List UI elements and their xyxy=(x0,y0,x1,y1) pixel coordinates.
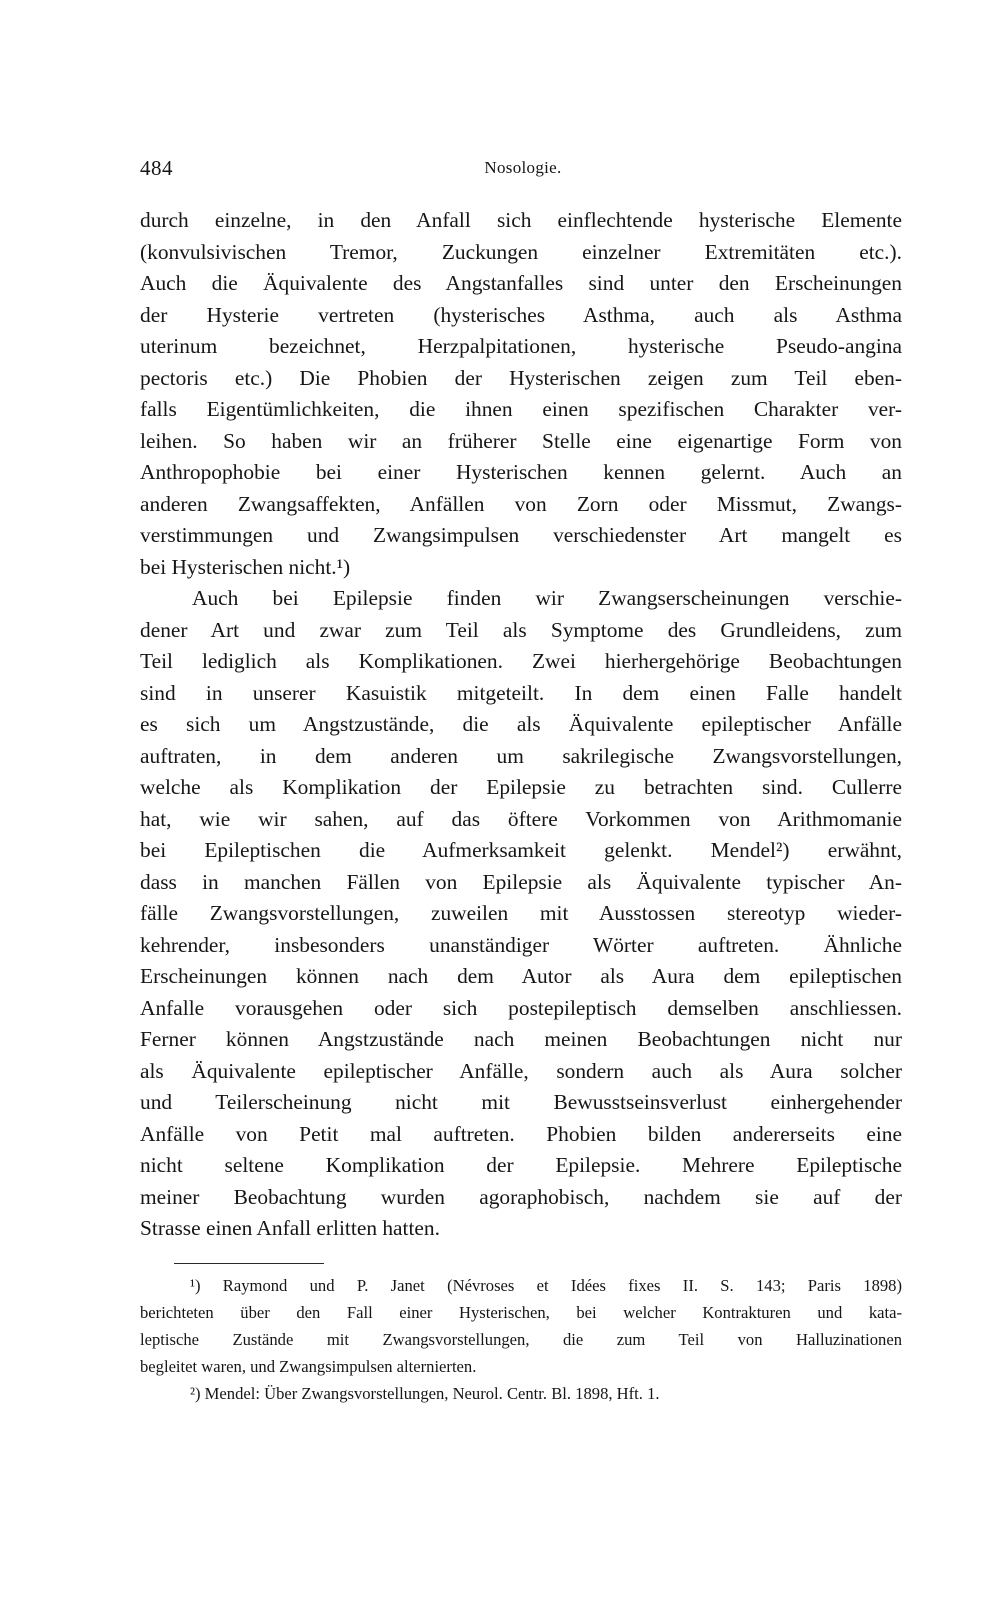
body-line: Auch die Äquivalente des Angstanfalles sind unter den Erscheinungen xyxy=(140,271,902,295)
body-line: Ferner können Angstzustände nach meinen Beobachtungen nicht nur xyxy=(140,1027,902,1051)
body-line: und Teilerscheinung nicht mit Bewusstseinsverlust einhergehender xyxy=(140,1090,902,1114)
body-line: anderen Zwangsaffekten, Anfällen von Zorn oder Missmut, Zwangs- xyxy=(140,491,902,516)
body-line: Auch bei Epilepsie finden wir Zwangserscheinungen verschie- xyxy=(192,586,902,610)
body-line: Anfälle von Petit mal auftreten. Phobien bilden andererseits eine xyxy=(140,1121,902,1146)
footnote-line: leptische Zustände mit Zwangsvorstellungen, die zum Teil von Halluzinationen xyxy=(140,1330,902,1349)
body-line: welche als Komplikation der Epilepsie zu betrachten sind. Cullerre xyxy=(140,775,902,799)
footnotes xyxy=(140,1272,902,1407)
page-header xyxy=(140,156,906,190)
body-line: sind in unserer Kasuistik mitgeteilt. In dem einen Falle handelt xyxy=(140,680,902,705)
body-line: uterinum bezeichnet, Herzpalpitationen, hysterische Pseudo-angina xyxy=(140,334,902,358)
body-line: Anthropophobie bei einer Hysterischen kennen gelernt. Auch an xyxy=(140,460,902,484)
body-line: (konvulsivischen Tremor, Zuckungen einzelner Extremitäten etc.). xyxy=(140,239,902,264)
body-line: Erscheinungen können nach dem Autor als Aura dem epileptischen xyxy=(140,964,902,988)
body-line: durch einzelne, in den Anfall sich einflechtende hysterische Elemente xyxy=(140,208,902,232)
body-line: es sich um Angstzustände, die als Äquivalente epileptischer Anfälle xyxy=(140,712,902,736)
body-line: Strasse einen Anfall erlitten hatten. xyxy=(140,1216,440,1240)
footnote-divider xyxy=(174,1263,324,1264)
footnote-line: ²) Mendel: Über Zwangsvorstellungen, Neurol. Centr. Bl. 1898, Hft. 1. xyxy=(190,1384,660,1403)
body-line: auftraten, in dem anderen um sakrilegische Zwangsvorstellungen, xyxy=(140,743,902,768)
body-line: nicht seltene Komplikation der Epilepsie. Mehrere Epileptische xyxy=(140,1153,902,1177)
body-line: der Hysterie vertreten (hysterisches Asthma, auch als Asthma xyxy=(140,302,902,327)
body-line: dass in manchen Fällen von Epilepsie als Äquivalente typischer An- xyxy=(140,869,902,894)
body-line: als Äquivalente epileptischer Anfälle, sondern auch als Aura solcher xyxy=(140,1058,902,1083)
footnote-line: begleitet waren, und Zwangsimpulsen alternierten. xyxy=(140,1357,477,1376)
body-text xyxy=(140,205,902,1245)
footnote-line: berichteten über den Fall einer Hysterischen, bei welcher Kontrakturen und kata- xyxy=(140,1303,902,1322)
body-line: verstimmungen und Zwangsimpulsen verschiedenster Art mangelt es xyxy=(140,523,902,547)
body-line: Teil lediglich als Komplikationen. Zwei hierhergehörige Beobachtungen xyxy=(140,649,902,673)
page-number: 484 xyxy=(140,156,173,180)
body-line: hat, wie wir sahen, auf das öftere Vorkommen von Arithmomanie xyxy=(140,806,902,831)
footnote-line: ¹) Raymond und P. Janet (Névroses et Idées fixes II. S. 143; Paris 1898) xyxy=(190,1276,902,1295)
body-line: dener Art und zwar zum Teil als Symptome des Grundleidens, zum xyxy=(140,617,902,642)
body-line: falls Eigentümlichkeiten, die ihnen einen spezifischen Charakter ver- xyxy=(140,397,902,421)
body-line: Anfalle vorausgehen oder sich postepileptisch demselben anschliessen. xyxy=(140,995,902,1020)
body-line: bei Hysterischen nicht.¹) xyxy=(140,554,351,579)
body-line: kehrender, insbesonders unanständiger Wörter auftreten. Ähnliche xyxy=(140,932,902,957)
body-line: fälle Zwangsvorstellungen, zuweilen mit Ausstossen stereotyp wieder- xyxy=(140,901,902,925)
running-title: Nosologie. xyxy=(484,158,562,177)
body-line: leihen. So haben wir an früherer Stelle eine eigenartige Form von xyxy=(140,428,902,453)
body-line: pectoris etc.) Die Phobien der Hysterischen zeigen zum Teil eben- xyxy=(140,365,902,390)
body-line: meiner Beobachtung wurden agoraphobisch, nachdem sie auf der xyxy=(140,1184,902,1209)
body-line: bei Epileptischen die Aufmerksamkeit gelenkt. Mendel²) erwähnt, xyxy=(140,838,902,862)
